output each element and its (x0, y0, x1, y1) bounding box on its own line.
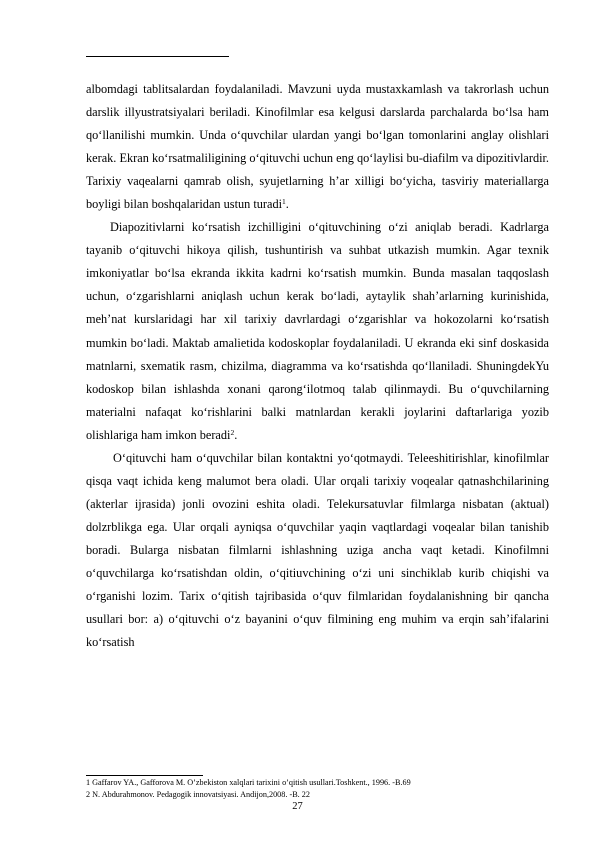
body-text (86, 78, 549, 654)
paragraph-3-text: O‘qituvchi ham o‘quvchilar bilan kontaktni yo‘qotmaydi. Teleeshitirishlar, kinofilmlar qisqa vaqt ichida keng malumot bera oladi. Ular orqali tarixiy voqealar qatnashchilarining (akterlar ijrasida) jonli ovozini eshita oladi. Telekursatuvlar filmlarga nisbatan (aktual) dolzrblikga ega. Ular orqali ayniqsa o‘quvchilar yaqin vaqtlardagi voqealar bilan tanishib boradi. Bularga nisbatan filmlarni ishlashning uziga ancha vaqt ketadi. Kinofilmni o‘quvchilarga ko‘rsatishdan oldin, o‘qitiuvchining o‘zi uni sinchiklab kurib chiqishi va o‘rganishi lozim. Tarix o‘qitish tajribasida o‘quv filmlaridan foydalanishning bir qancha usullari bor: a) o‘qituvchi o‘z bayanini o‘quv filmining eng muhim va erqin sah’ifalarini ko‘rsatish (86, 450, 549, 650)
paragraph-2-text: Diapozitivlarni ko‘rsatish izchilligini o‘qituvchining o‘zi aniqlab beradi. Kadrlarga tayanib o‘qituvchi hikoya qilish, tushuntirish va suhbat utkazish mumkin. Agar texnik imkoniyatlar bo‘lsa ekranda ikkita kadrni ko‘rsatish mumkin. Bunda masalan taqqoslash uchun, o‘zgarishlarni aniqlash uchun kerak bo‘ladi, aytaylik shah’arlarning kurinishida, meh’nat kurslaridagi har xil tarixiy davrlardagi o‘zgarishlar va hokozolarni ko‘rsatish mumkin bo‘ladi. Maktab amalietida kodoskoplar foydalaniladi. U ekranda eki sinf doskasida matnlarni, sxematik rasm, chizilma, diagramma va ko‘rsatishda qo‘llaniladi. ShuningdekYu kodoskop bilan ishlashda xonani qarong‘ilotmoq talab qilinmaydi. Bu o‘quvchilarning materialni nafaqat ko‘rishlarini balki matnlardan kerakli joylarini daftarlariga yozib olishlariga ham imkon beradi (86, 220, 549, 442)
paragraph-2-end: . (234, 427, 238, 442)
top-rule (86, 56, 229, 57)
footnote-2: 2 N. Abdurahmonov. Pedagogik innovatsiyasi. Andijon,2008. -B. 22 (86, 789, 310, 799)
footnotes (86, 777, 549, 800)
footnote-ref-2: 2 (230, 427, 235, 437)
paragraph-2 (86, 216, 549, 446)
paragraph-1-text: albomdagi tablitsalardan foydalaniladi. Mavzuni uyda mustaxkamlash va takrorlash uchun darslik illyustratsiyalari beriladi. Kinofilmlar esa kelgusi darslarda parchalarda bo‘lsa ham qo‘llanilishi mumkin. Unda o‘quvchilar ulardan yangi bo‘lgan tomonlarini anglay olishlari kerak. Ekran ko‘rsatmaliligining o‘qituvchi uchun eng qo‘laylisi bu-diafilm va dipozitivlardir. Tarixiy vaqealarni qamrab olish, syujetlarning h’ar xilligi bo‘yicha, tasviriy materiallarga boyligi bilan boshqalaridan ustun turadi (86, 82, 549, 212)
footnote-ref-1: 1 (282, 197, 286, 207)
paragraph-1 (86, 78, 549, 216)
paragraph-3 (86, 447, 549, 654)
paragraph-1-end: . (285, 197, 289, 212)
footnote-rule (86, 775, 203, 776)
page-number: 27 (292, 801, 303, 812)
footnote-1: 1 Gaffarov YA., Gafforova M. O’zbekiston xalqlari tarixini o’qitish usullari.Toshkent., 1996. -B.69 (86, 778, 411, 787)
